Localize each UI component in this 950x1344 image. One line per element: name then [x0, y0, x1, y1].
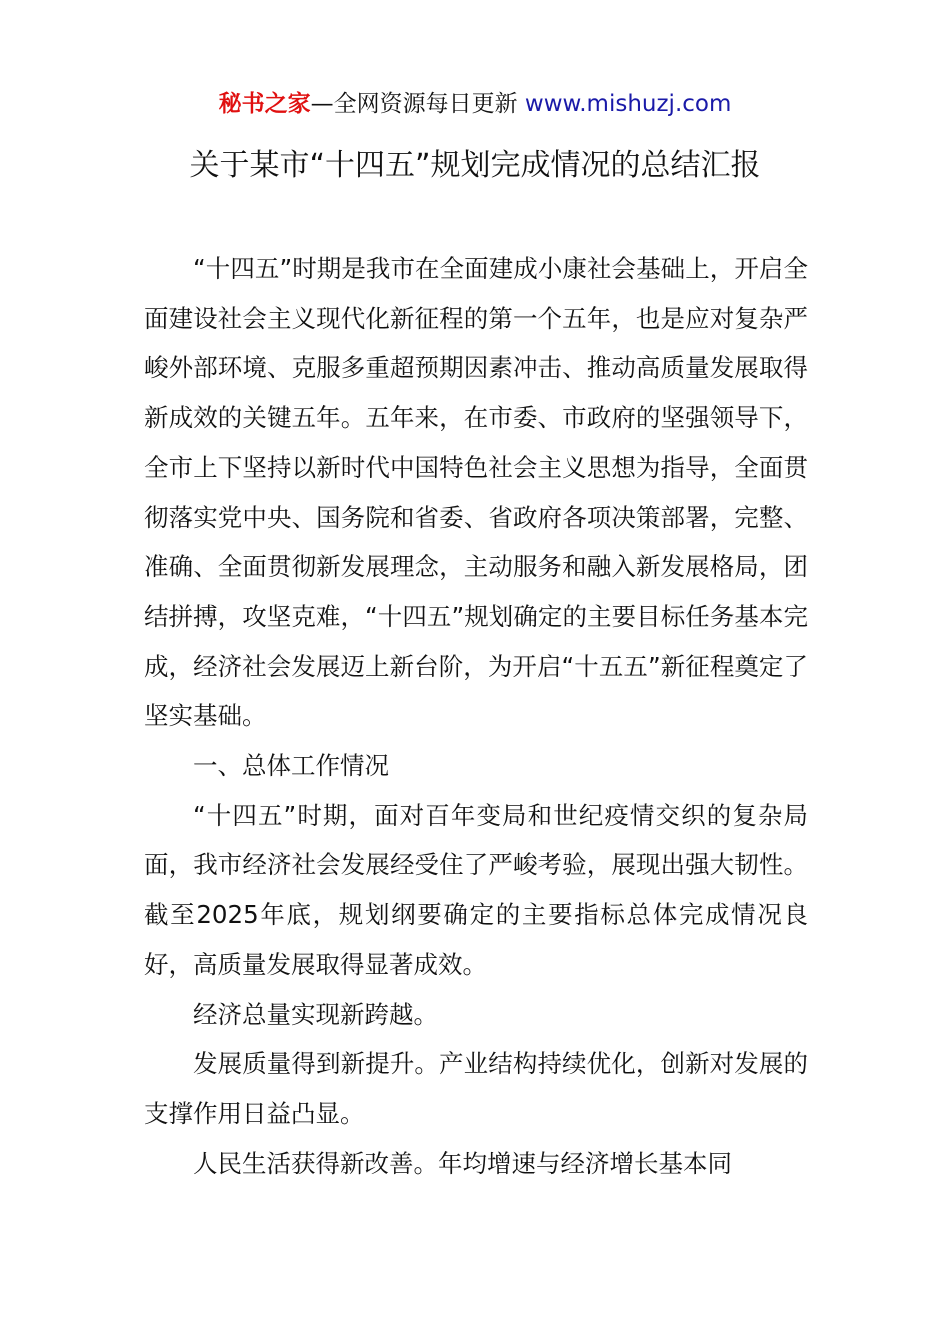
- body-paragraph: 经济总量实现新跨越。: [193, 999, 438, 1029]
- body-paragraph: 发展质量得到新提升。产业结构持续优化，创新对发展的支撑作用日益凸显。: [144, 1049, 808, 1128]
- site-tagline: —全网资源每日更新: [310, 91, 525, 117]
- body-paragraph: “十四五”时期，面对百年变局和世纪疫情交织的复杂局面，我市经济社会发展经受住了严峻考验，展现出强大韧性。截至2025年底，规划纲要确定的主要指标总体完成情况良好，高质量发展取得显著成效。: [144, 800, 808, 979]
- document-title: 关于某市“十四五”规划完成情况的总结汇报: [189, 148, 761, 183]
- intro-paragraph: “十四五”时期是我市在全面建成小康社会基础上，开启全面建设社会主义现代化新征程的第一个五年，也是应对复杂严峻外部环境、克服多重超预期因素冲击、推动高质量发展取得新成效的关键五年。五年来，在市委、市政府的坚强领导下，全市上下坚持以新时代中国特色社会主义思想为指导，全面贯彻落实党中央、国务院和省委、省政府各项决策部署，完整、准确、全面贯彻新发展理念，主动服务和融入新发展格局，团结拼搏，攻坚克难，“十四五”规划确定的主要目标任务基本完成，经济社会发展迈上新台阶，为开启“十五五”新征程奠定了坚实基础。: [144, 254, 808, 731]
- site-brand: 秘书之家: [218, 91, 311, 117]
- site-header: [0, 88, 950, 120]
- body-paragraph: 人民生活获得新改善。年均增速与经济增长基本同: [193, 1148, 732, 1178]
- section-heading: 一、总体工作情况: [193, 751, 389, 781]
- document-body: [144, 244, 808, 1188]
- site-url-link[interactable]: www.mishuzj.com: [524, 91, 732, 117]
